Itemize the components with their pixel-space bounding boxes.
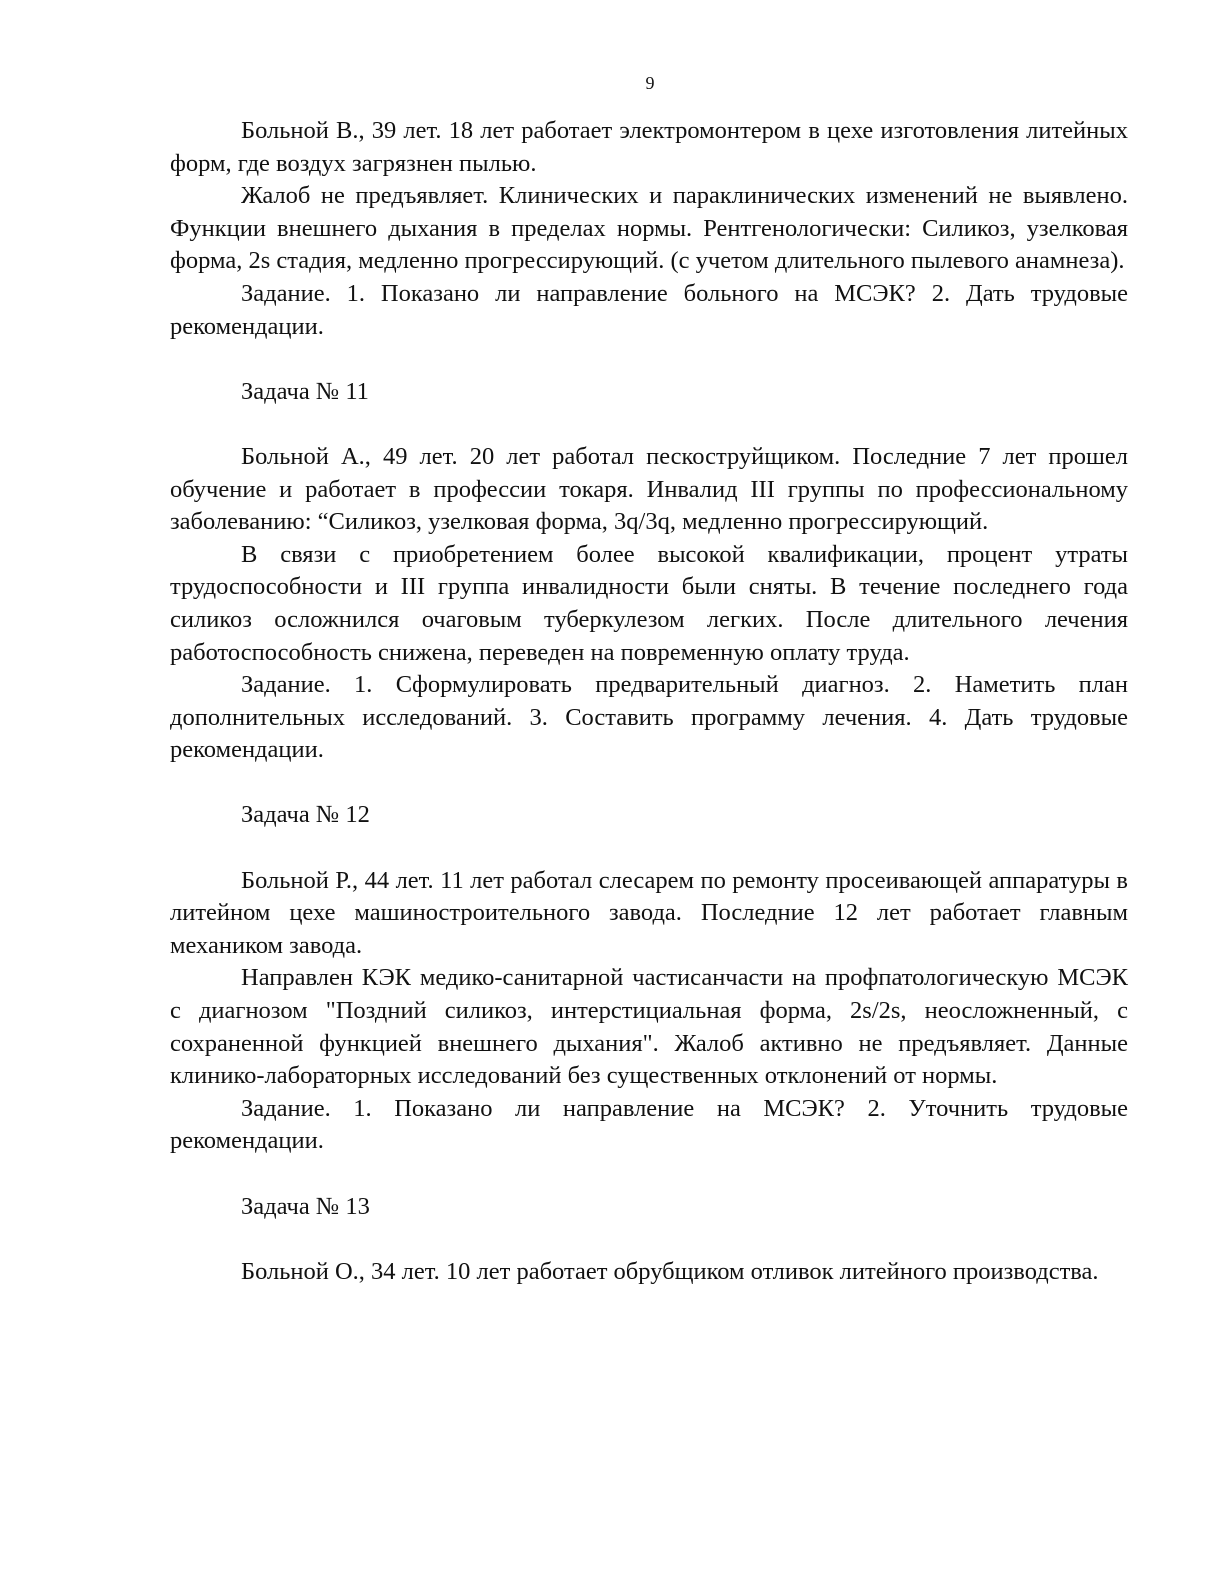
paragraph-task-11: Задание. 1. Сформулировать предварительный диагноз. 2. Наметить план дополнительных исследований. 3. Составить программу лечения. 4. Дать трудовые рекомендации. — [170, 671, 1128, 764]
paragraph-patient-a-history: В связи с приобретением более высокой квалификации, процент утраты трудоспособности и III группа инвалидности были сняты. В течение последнего года силикоз осложнился очаговым туберкулезом легких. После длительного лечения работоспособность снижена, переведен на повременную оплату труда. — [170, 540, 1128, 666]
paragraph-patient-v: Больной В., 39 лет. 18 лет работает электромонтером в цехе изготовления литейных форм, где воздух загрязнен пылью. — [170, 117, 1128, 177]
paragraph-patient-v-findings: Жалоб не предъявляет. Клинических и параклинических изменений не выявлено. Функции внешнего дыхания в пределах нормы. Рентгенологически: Силикоз, узелковая форма, 2s стадия, медленно прогрессирующий. (с учетом длительного пылевого анамнеза). — [170, 182, 1128, 275]
heading-task-11: Задача № 11 — [241, 377, 369, 405]
paragraph-patient-r: Больной Р., 44 лет. 11 лет работал слесарем по ремонту просеивающей аппаратуры в литейном цехе машиностроительного завода. Последние 12 лет работает главным механиком завода. — [170, 866, 1128, 959]
paragraph-patient-r-referral: Направлен КЭК медико-санитарной частисанчасти на профпатологическую МСЭК с диагнозом "Поздний силикоз, интерстициальная форма, 2s/2s, неосложненный, с сохраненной функцией внешнего дыхания". Жалоб активно не предъявляет. Данные клинико-лабораторных исследований без существенных отклонений от нормы. — [170, 964, 1128, 1090]
paragraph-task-12: Задание. 1. Показано ли направление на МСЭК? 2. Уточнить трудовые рекомендации. — [170, 1094, 1128, 1155]
heading-task-13: Задача № 13 — [241, 1192, 370, 1220]
document-body — [170, 115, 1128, 1288]
paragraph-patient-o: Больной О., 34 лет. 10 лет работает обрубщиком отливок литейного производства. — [241, 1257, 1099, 1285]
page-number: 9 — [645, 73, 655, 93]
heading-task-12: Задача № 12 — [241, 801, 370, 829]
paragraph-patient-a: Больной А., 49 лет. 20 лет работал пескоструйщиком. Последние 7 лет прошел обучение и работает в профессии токаря. Инвалид III группы по профессиональному заболеванию: “Силикоз, узелковая форма, 3q/3q, медленно прогрессирующий. — [170, 442, 1128, 536]
paragraph-task-1: Задание. 1. Показано ли направление больного на МСЭК? 2. Дать трудовые рекомендации. — [170, 279, 1128, 340]
